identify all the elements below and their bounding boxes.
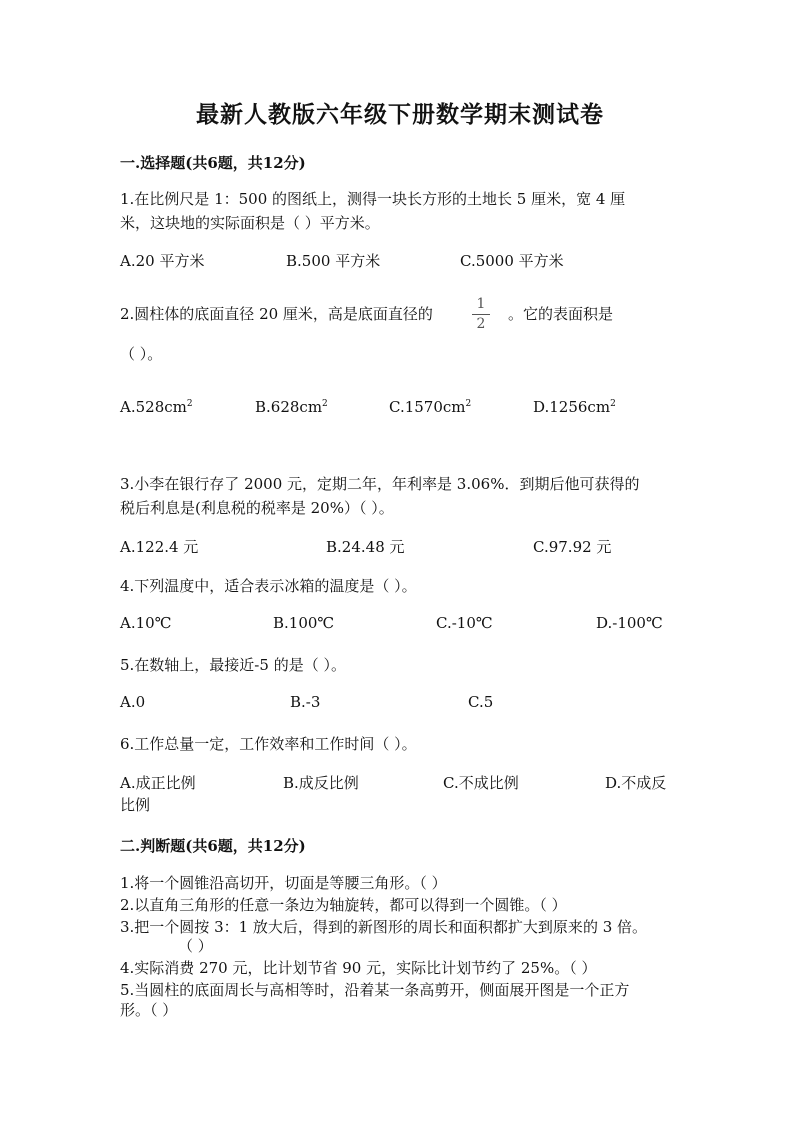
- fraction-bar: [472, 314, 490, 315]
- question-2-option-b: $B.628cm^2$: [255, 398, 328, 416]
- question-4-option-a: A.10℃: [120, 614, 172, 632]
- question-3-line-1: 3.小李在银行存了 2000 元，定期二年，年利率是 3.06%．到期后他可获得的: [120, 475, 640, 493]
- section-heading-choice: 一.选择题(共6题，共12分): [120, 154, 306, 172]
- question-2-option-c: $C.1570cm^2$: [389, 398, 472, 416]
- question-3-option-c: C.97.92 元: [533, 538, 612, 556]
- question-5-option-b: B.-3: [290, 693, 321, 711]
- judgment-item-3: 3.把一个圆按 3：1 放大后，得到的新图形的周长和面积都扩大到原来的 3 倍。: [120, 918, 648, 936]
- question-1-option-a: A.20 平方米: [120, 252, 205, 270]
- question-6-option-d-wrap: 比例: [120, 796, 151, 814]
- question-6-option-d: D.不成反: [605, 774, 667, 792]
- question-3-option-b: B.24.48 元: [326, 538, 405, 556]
- question-6-option-b: B.成反比例: [283, 774, 359, 792]
- question-4-option-b: B.100℃: [273, 614, 335, 632]
- fraction-one-half: [472, 296, 490, 333]
- question-1-line-2: 米，这块地的实际面积是（ ）平方米。: [120, 214, 380, 232]
- question-5-option-a: A.0: [120, 693, 146, 711]
- fraction-denominator: 2: [476, 316, 486, 332]
- page-title: 最新人教版六年级下册数学期末测试卷: [196, 101, 604, 128]
- judgment-item-5-line-2: 形。（ ）: [120, 1001, 178, 1019]
- fraction-numerator: 1: [476, 296, 486, 312]
- question-5-line-1: 5.在数轴上，最接近-5 的是（ ）。: [120, 656, 346, 674]
- section-heading-judgment: 二.判断题(共6题，共12分): [120, 837, 306, 855]
- question-1-option-c: C.5000 平方米: [460, 252, 564, 270]
- question-6-option-c: C.不成比例: [443, 774, 519, 792]
- question-2-line-2: （ ）。: [120, 345, 163, 363]
- judgment-item-1: 1.将一个圆锥沿高切开，切面是等腰三角形。（ ）: [120, 874, 447, 892]
- question-1-option-b: B.500 平方米: [286, 252, 381, 270]
- judgment-item-2: 2.以直角三角形的任意一条边为轴旋转，都可以得到一个圆锥。（ ）: [120, 896, 567, 914]
- judgment-item-5-line-1: 5.当圆柱的底面周长与高相等时，沿着某一条高剪开，侧面展开图是一个正方: [120, 981, 630, 999]
- judgment-item-4: 4.实际消费 270 元，比计划节省 90 元，实际比计划节约了 25%。（ ）: [120, 959, 597, 977]
- judgment-item-3-bracket: （ ）: [178, 937, 213, 955]
- question-1-line-1: 1.在比例尺是 1：500 的图纸上，测得一块长方形的土地长 5 厘米，宽 4 厘: [120, 190, 626, 208]
- question-3-option-a: A.122.4 元: [120, 538, 199, 556]
- question-4-option-d: D.-100℃: [596, 614, 663, 632]
- question-3-line-2: 税后利息是(利息税的税率是 20%）（ ）。: [120, 499, 394, 517]
- question-5-option-c: C.5: [468, 693, 494, 711]
- question-2-line-1: 2.圆柱体的底面直径 20 厘米，高是底面直径的: [120, 305, 433, 323]
- question-6-option-a: A.成正比例: [120, 774, 196, 792]
- question-6-line-1: 6.工作总量一定，工作效率和工作时间（ ）。: [120, 735, 417, 753]
- question-4-line-1: 4.下列温度中，适合表示冰箱的温度是（ ）。: [120, 577, 417, 595]
- question-2-line-1-end: 。它的表面积是: [508, 305, 614, 323]
- question-2-option-d: $D.1256cm^2$: [533, 398, 616, 416]
- question-2-option-a: $A.528cm^2$: [120, 398, 193, 416]
- question-4-option-c: C.-10℃: [436, 614, 493, 632]
